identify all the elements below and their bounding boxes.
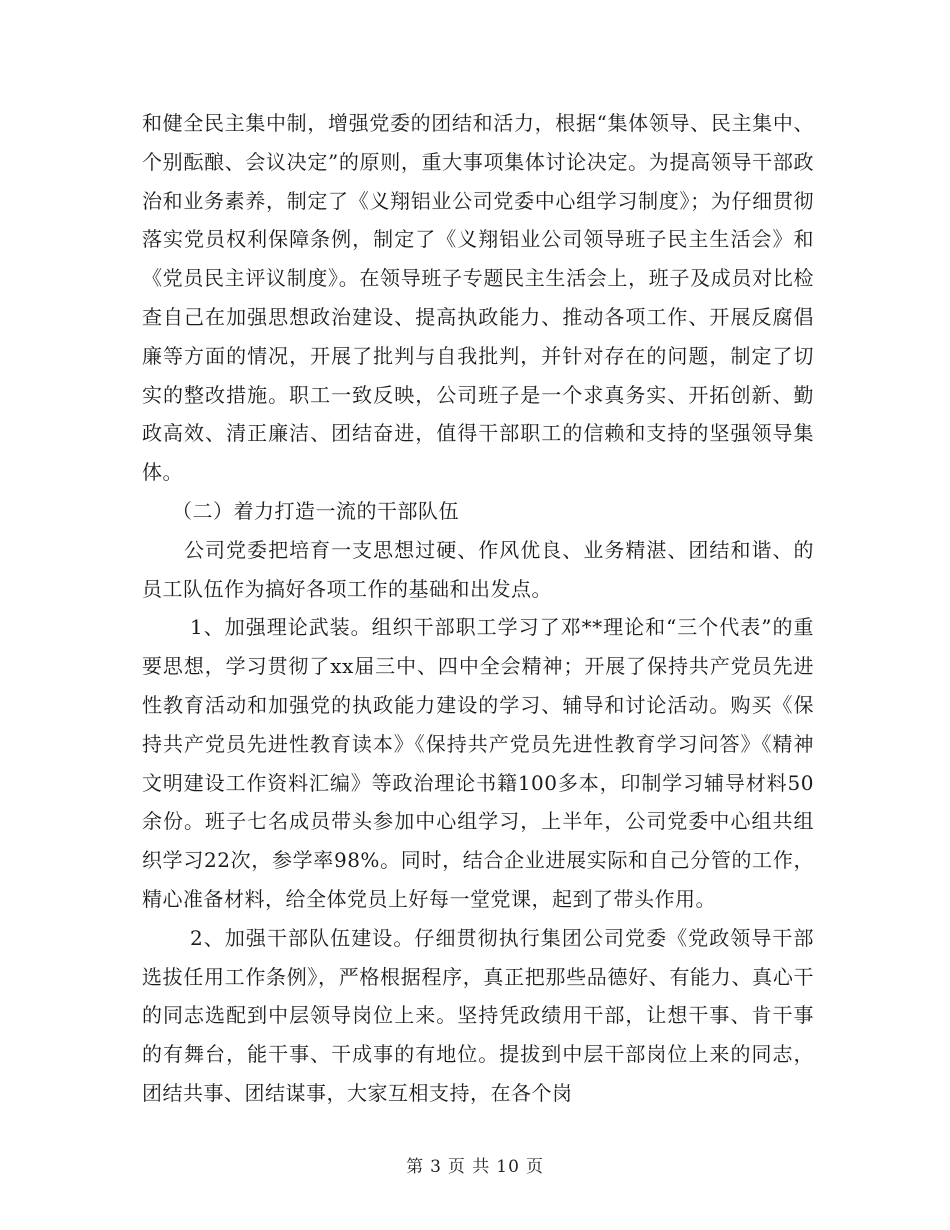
page-footer [0,1152,950,1177]
paragraph-theory-study: 1、加强理论武装。组织干部职工学习了邓**理论和“三个代表”的重要思想，学习贯彻了xx届三中、四中全会精神；开展了保持共产党员先进性教育活动和加强党的执政能力建设的学习、辅导和讨论活动。购买《保持共产党员先进性教育读本》《保持共产党员先进性教育学习问答》《精神文明建设工作资料汇编》等政治理论书籍100多本，印制学习辅导材料50余份。班子七名成员带头参加中心组学习，上半年，公司党委中心组共组织学习22次，参学率98%。同时，结合企业进展实际和自己分管的工作，精心准备材料，给全体党员上好每一堂党课，起到了带头作用。 [142,615,814,911]
paragraph-cadre-building: 2、加强干部队伍建设。仔细贯彻执行集团公司党委《党政领导干部选拔任用工作条例》，严格根据程序，真正把那些品德好、有能力、真心干的同志选配到中层领导岗位上来。坚持凭政绩用干部，让想干事、肯干事的有舞台，能干事、干成事的有地位。提拔到中层干部岗位上来的同志，团结共事、团结谋事，大家互相支持，在各个岗 [142,925,814,1105]
footer-suffix: 页 [525,1157,544,1177]
total-pages: 10 [496,1157,520,1177]
paragraph-party-committee: 和健全民主集中制，增强党委的团结和活力，根据“集体领导、民主集中、个别酝酿、会议决定”的原则，重大事项集体讨论决定。为提高领导干部政治和业务素养，制定了《义翔铝业公司党委中心组学习制度》；为仔细贯彻落实党员权利保障条例，制定了《义翔铝业公司领导班子民主生活会》和《党员民主评议制度》。在领导班子专题民主生活会上，班子及成员对比检查自己在加强思想政治建设、提高执政能力、推动各项工作、开展反腐倡廉等方面的情况，开展了批判与自我批判，并针对存在的问题，制定了切实的整改措施。职工一致反映，公司班子是一个求真务实、开拓创新、勤政高效、清正廉洁、团结奋进，值得干部职工的信赖和支持的坚强领导集体。 [142,111,814,485]
paragraph-workforce: 公司党委把培育一支思想过硬、作风优良、业务精湛、团结和谐、的员工队伍作为搞好各项工作的基础和出发点。 [142,537,814,601]
page-number: 3 [430,1157,442,1177]
section-heading-cadre-team: （二）着力打造一流的干部队伍 [172,498,459,523]
footer-prefix: 第 [406,1157,425,1177]
footer-middle: 页 共 [447,1157,491,1177]
document-body [142,104,814,1113]
